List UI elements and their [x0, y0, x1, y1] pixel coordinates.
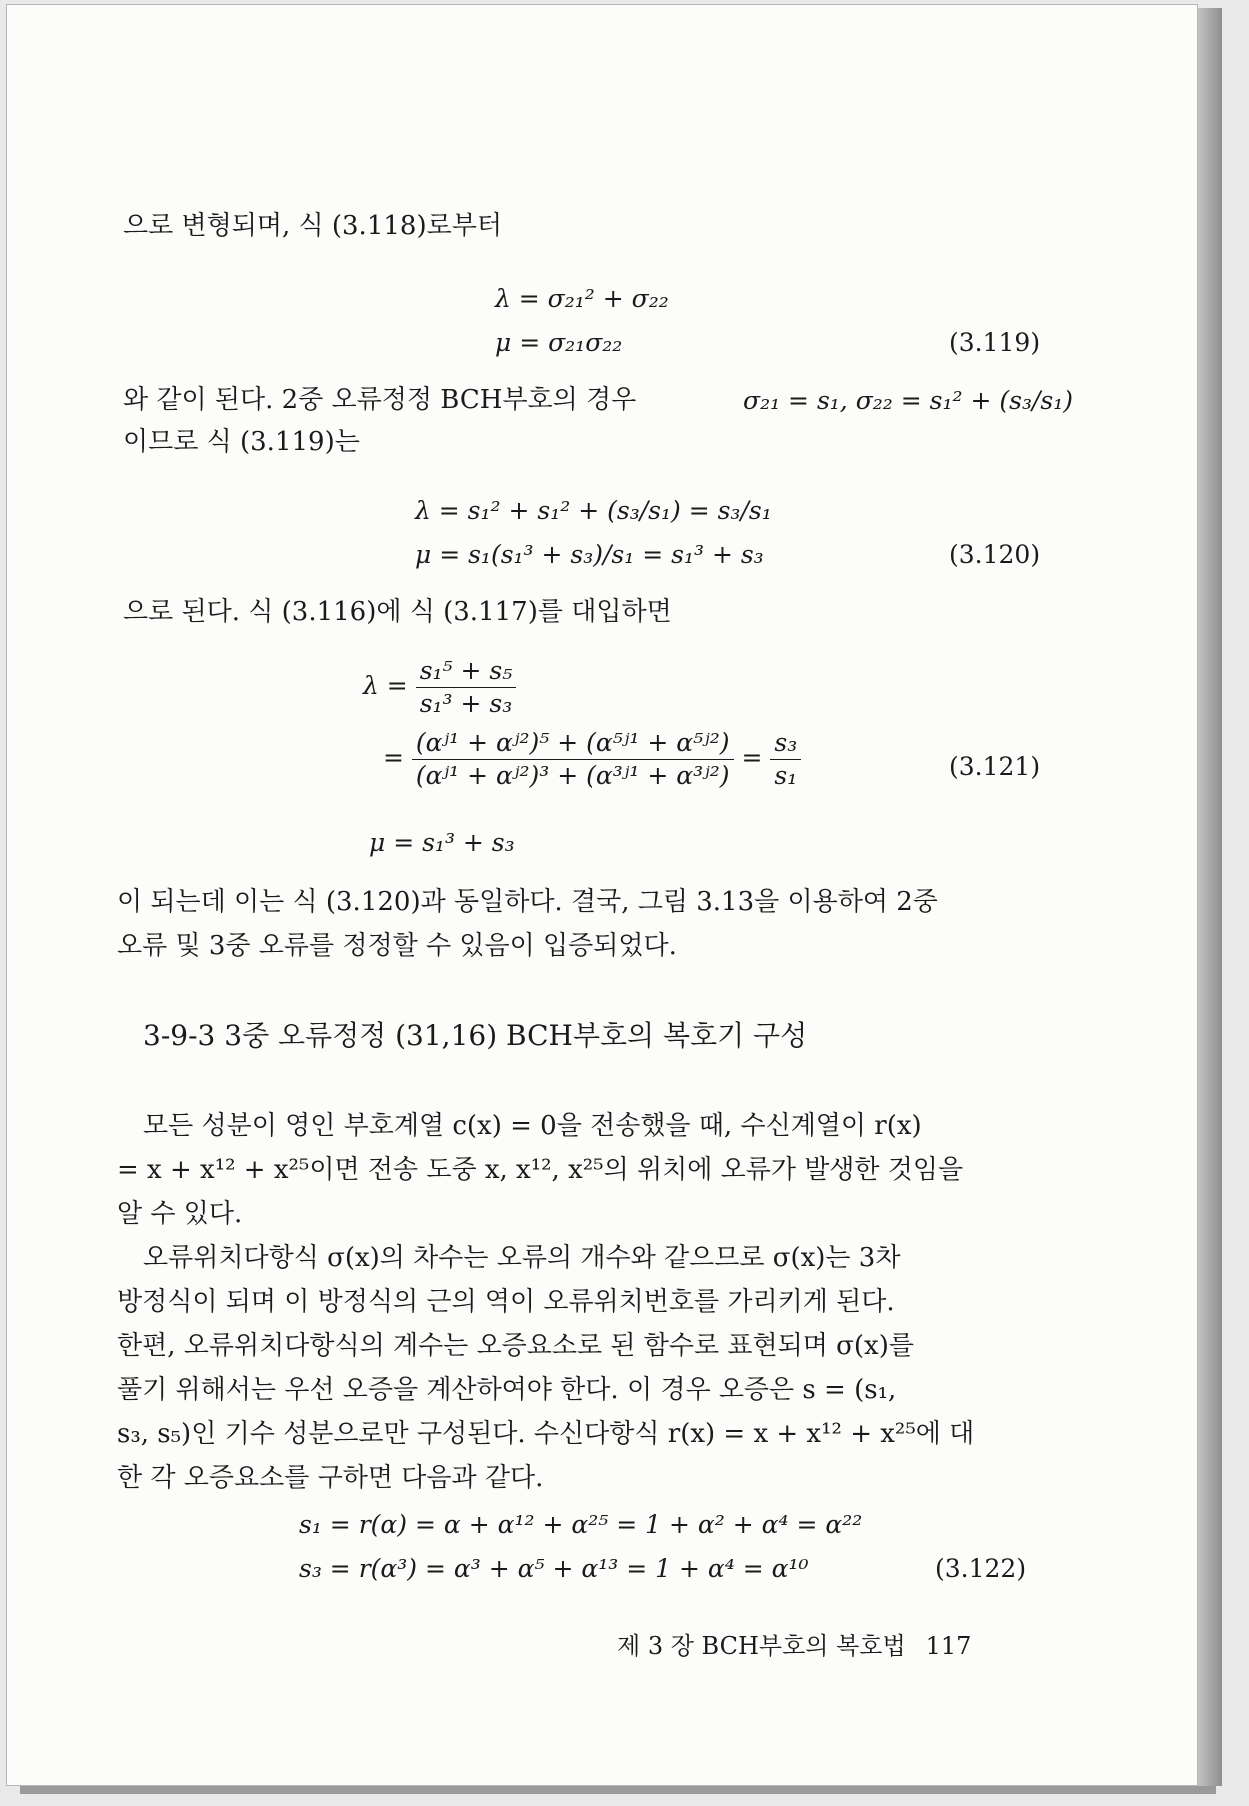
- text-line: 오류 및 3중 오류를 정정할 수 있음이 입증되었다.: [117, 931, 677, 961]
- equation-number: (3.120): [949, 540, 1041, 569]
- text-line: = x + x¹² + x²⁵이면 전송 도중 x, x¹², x²⁵의 위치에 오류가 발생한 것임을: [117, 1155, 964, 1185]
- inline-equation: σ₂₁ = s₁, σ₂₂ = s₁² + (s₃/s₁): [743, 386, 1073, 415]
- fraction: [770, 727, 801, 792]
- running-footer-chapter: 제 3 장 BCH부호의 복호법: [617, 1632, 906, 1660]
- fraction-numerator: s₃: [770, 727, 801, 760]
- fraction-numerator: s₁⁵ + s₅: [416, 655, 517, 688]
- fraction: [412, 727, 734, 792]
- fraction-denominator: s₁: [774, 761, 798, 790]
- text-line: 알 수 있다.: [117, 1199, 243, 1229]
- equals-sign: =: [383, 743, 404, 772]
- text-line: 한 각 오증요소를 구하면 다음과 같다.: [117, 1463, 544, 1493]
- text-line: 한편, 오류위치다항식의 계수는 오증요소로 된 함수로 표현되며 σ(x)를: [117, 1331, 914, 1361]
- text-line: 이므로 식 (3.119)는: [123, 427, 360, 457]
- text-line: 오류위치다항식 σ(x)의 차수는 오류의 개수와 같으므로 σ(x)는 3차: [143, 1243, 901, 1273]
- text-line: 와 같이 된다. 2중 오류정정 BCH부호의 경우: [123, 385, 637, 415]
- text-line: 으로 변형되며, 식 (3.118)로부터: [123, 211, 502, 241]
- fraction: [416, 655, 517, 720]
- equation-3-121-mu: μ = s₁³ + s₃: [369, 828, 515, 857]
- text-line: 풀기 위해서는 우선 오증을 계산하여야 한다. 이 경우 오증은 s = (s₁,: [117, 1375, 897, 1405]
- equals-sign: =: [741, 743, 763, 772]
- text-line: s₃, s₅)인 기수 성분으로만 구성된다. 수신다항식 r(x) = x + x¹² + x²⁵에 대: [117, 1419, 975, 1449]
- equation-3-120-lambda: λ = s₁² + s₁² + (s₃/s₁) = s₃/s₁: [415, 496, 772, 525]
- fraction-denominator: s₁³ + s₃: [419, 689, 513, 718]
- text-line: 이 되는데 이는 식 (3.120)과 동일하다. 결국, 그림 3.13을 이용하여 2중: [117, 887, 938, 917]
- page-spine: [1198, 8, 1222, 1786]
- section-heading: 3-9-3 3중 오류정정 (31,16) BCH부호의 복호기 구성: [143, 1019, 808, 1052]
- page-number: 117: [925, 1632, 972, 1660]
- book-page: [6, 4, 1198, 1786]
- equation-3-121-lambda: [363, 655, 516, 720]
- equation-number: (3.119): [949, 328, 1041, 357]
- fraction-numerator: (αʲ¹ + αʲ²)⁵ + (α⁵ʲ¹ + α⁵ʲ²): [412, 727, 734, 760]
- equation-number: (3.121): [949, 752, 1041, 781]
- equation-3-122-s3: s₃ = r(α³) = α³ + α⁵ + α¹³ = 1 + α⁴ = α¹⁰: [299, 1554, 809, 1583]
- page-footer: [617, 1631, 971, 1661]
- equation-3-121-expansion: [383, 727, 801, 792]
- equation-3-119-lambda: λ = σ₂₁² + σ₂₂: [495, 284, 669, 313]
- fraction-denominator: (αʲ¹ + αʲ²)³ + (α³ʲ¹ + α³ʲ²): [415, 761, 730, 790]
- equation-3-122-s1: s₁ = r(α) = α + α¹² + α²⁵ = 1 + α² + α⁴ = α²²: [299, 1510, 863, 1539]
- equation-lhs: λ =: [363, 671, 408, 700]
- text-line: 모든 성분이 영인 부호계열 c(x) = 0을 전송했을 때, 수신계열이 r(x): [143, 1111, 922, 1141]
- equation-3-119-mu: μ = σ₂₁σ₂₂: [495, 328, 623, 357]
- text-line: 으로 된다. 식 (3.116)에 식 (3.117)를 대입하면: [123, 597, 672, 627]
- equation-number: (3.122): [935, 1554, 1027, 1583]
- text-line: 방정식이 되며 이 방정식의 근의 역이 오류위치번호를 가리키게 된다.: [117, 1287, 895, 1317]
- equation-3-120-mu: μ = s₁(s₁³ + s₃)/s₁ = s₁³ + s₃: [415, 540, 764, 569]
